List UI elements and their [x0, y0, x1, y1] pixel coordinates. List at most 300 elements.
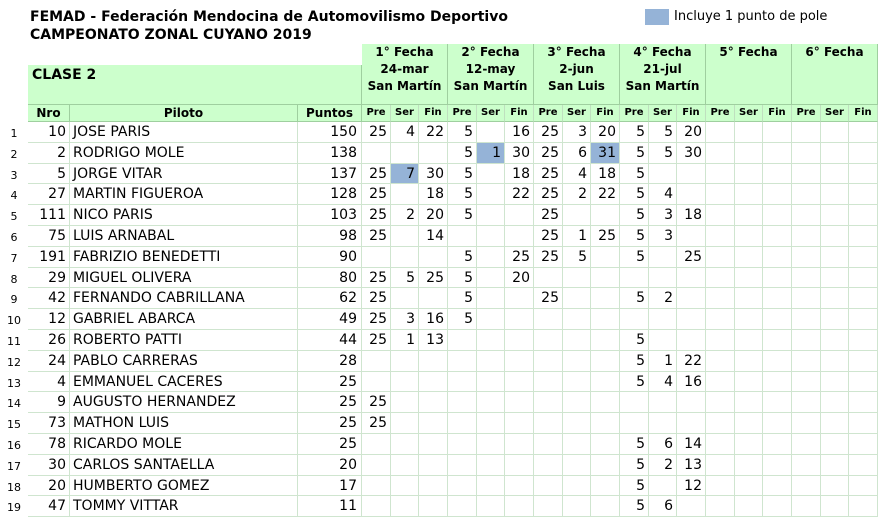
driver-name: CARLOS SANTAELLA [70, 455, 298, 476]
score-cell [763, 496, 792, 517]
score-cell [792, 184, 821, 205]
sub-header-pre: Pre [706, 105, 735, 122]
driver-number: 78 [28, 434, 70, 455]
score-cell [448, 496, 477, 517]
fecha-header [792, 44, 878, 105]
score-cell [591, 496, 620, 517]
score-cell [649, 268, 677, 289]
score-cell [391, 392, 419, 413]
fecha-place [706, 78, 791, 95]
score-cell [792, 351, 821, 372]
driver-number: 29 [28, 268, 70, 289]
score-cell: 5 [448, 184, 477, 205]
score-cell [735, 413, 763, 434]
driver-points: 25 [298, 392, 362, 413]
score-cell [477, 392, 505, 413]
row-index: 5 [10, 210, 18, 224]
score-cell [763, 476, 792, 497]
score-cell [477, 309, 505, 330]
score-cell [391, 455, 419, 476]
score-cell [362, 143, 391, 164]
score-cell [362, 455, 391, 476]
score-cell [792, 455, 821, 476]
row-index: 3 [10, 168, 18, 182]
score-cell: 25 [534, 226, 563, 247]
score-cell [620, 392, 649, 413]
score-cell: 2 [649, 288, 677, 309]
score-cell: 25 [677, 247, 706, 268]
row-index: 14 [7, 397, 21, 411]
score-cell [821, 122, 849, 143]
score-cell: 25 [362, 392, 391, 413]
score-cell [677, 392, 706, 413]
legend-label: Incluye 1 punto de pole [674, 9, 828, 24]
fecha-date: 2-jun [559, 62, 594, 76]
row-index: 15 [7, 418, 21, 432]
col-puntos-header: Puntos [298, 105, 362, 122]
score-cell [477, 122, 505, 143]
score-cell: 12 [677, 476, 706, 497]
score-cell: 13 [419, 330, 448, 351]
sub-header-pre: Pre [792, 105, 821, 122]
sub-header-fin: Fin [505, 105, 534, 122]
score-cell [391, 226, 419, 247]
score-cell [649, 330, 677, 351]
score-cell [763, 434, 792, 455]
score-cell [534, 309, 563, 330]
score-cell [821, 288, 849, 309]
driver-points: 103 [298, 205, 362, 226]
score-cell [505, 288, 534, 309]
score-cell [706, 351, 735, 372]
driver-points: 98 [298, 226, 362, 247]
score-cell: 5 [620, 164, 649, 185]
score-cell [706, 455, 735, 476]
score-cell [849, 392, 878, 413]
sub-header-fin: Fin [849, 105, 878, 122]
score-cell [477, 247, 505, 268]
score-cell: 20 [419, 205, 448, 226]
score-cell: 25 [362, 330, 391, 351]
score-cell [391, 288, 419, 309]
score-cell: 5 [448, 143, 477, 164]
score-cell [448, 330, 477, 351]
score-cell [419, 434, 448, 455]
score-cell [792, 392, 821, 413]
score-cell [563, 351, 591, 372]
score-cell: 20 [505, 268, 534, 289]
driver-points: 25 [298, 372, 362, 393]
score-cell [591, 309, 620, 330]
score-cell: 30 [419, 164, 448, 185]
score-cell [419, 247, 448, 268]
score-cell [706, 413, 735, 434]
driver-points: 20 [298, 455, 362, 476]
sub-header-ser: Ser [821, 105, 849, 122]
score-cell [477, 205, 505, 226]
score-cell [849, 496, 878, 517]
driver-number: 20 [28, 476, 70, 497]
score-cell [706, 434, 735, 455]
score-cell [735, 351, 763, 372]
score-cell [419, 455, 448, 476]
driver-number: 30 [28, 455, 70, 476]
fecha-header [620, 44, 706, 105]
driver-points: 11 [298, 496, 362, 517]
score-cell: 30 [677, 143, 706, 164]
score-cell: 31 [591, 143, 620, 164]
score-cell: 5 [620, 288, 649, 309]
score-cell: 5 [620, 496, 649, 517]
driver-number: 2 [28, 143, 70, 164]
driver-points: 44 [298, 330, 362, 351]
score-cell [763, 226, 792, 247]
page-title: FEMAD - Federación Mendocina de Automovilismo Deportivo [30, 9, 508, 25]
score-cell [419, 392, 448, 413]
score-cell [505, 413, 534, 434]
score-cell [792, 164, 821, 185]
score-cell [735, 164, 763, 185]
score-cell [391, 496, 419, 517]
score-cell [706, 476, 735, 497]
score-cell [763, 309, 792, 330]
score-cell: 25 [362, 226, 391, 247]
driver-points: 137 [298, 164, 362, 185]
driver-number: 42 [28, 288, 70, 309]
score-cell [849, 143, 878, 164]
score-cell [677, 309, 706, 330]
score-cell [563, 496, 591, 517]
score-cell [591, 205, 620, 226]
score-cell [735, 226, 763, 247]
sub-header-fin: Fin [763, 105, 792, 122]
score-cell [706, 247, 735, 268]
score-cell [763, 184, 792, 205]
driver-name: JORGE VITAR [70, 164, 298, 185]
score-cell: 25 [505, 247, 534, 268]
score-cell [821, 205, 849, 226]
score-cell [391, 476, 419, 497]
sub-header-fin: Fin [591, 105, 620, 122]
driver-name: HUMBERTO GOMEZ [70, 476, 298, 497]
score-cell: 22 [419, 122, 448, 143]
driver-name: FABRIZIO BENEDETTI [70, 247, 298, 268]
row-index: 1 [10, 127, 18, 140]
score-cell [821, 330, 849, 351]
score-cell [763, 372, 792, 393]
score-cell [763, 413, 792, 434]
row-index: 2 [10, 147, 18, 161]
score-cell [477, 226, 505, 247]
score-cell: 20 [677, 122, 706, 143]
score-cell: 16 [505, 122, 534, 143]
fecha-name: 3° Fecha [547, 45, 606, 59]
score-cell [477, 476, 505, 497]
score-cell [477, 496, 505, 517]
score-cell [735, 184, 763, 205]
score-cell: 6 [649, 434, 677, 455]
score-cell [477, 184, 505, 205]
score-cell [419, 476, 448, 497]
score-cell [649, 164, 677, 185]
score-cell [505, 226, 534, 247]
score-cell [477, 288, 505, 309]
score-cell [763, 164, 792, 185]
score-cell [591, 455, 620, 476]
score-cell [477, 330, 505, 351]
score-cell [591, 434, 620, 455]
score-cell: 25 [362, 309, 391, 330]
score-cell [563, 476, 591, 497]
score-cell [563, 268, 591, 289]
score-cell: 25 [419, 268, 448, 289]
score-cell [362, 247, 391, 268]
score-cell [505, 496, 534, 517]
score-cell: 25 [362, 413, 391, 434]
score-cell: 5 [620, 455, 649, 476]
score-cell: 3 [391, 309, 419, 330]
score-cell [391, 413, 419, 434]
score-cell [735, 309, 763, 330]
score-cell [505, 476, 534, 497]
fecha-place: San Martín [625, 79, 700, 93]
score-cell [563, 455, 591, 476]
score-cell: 5 [620, 122, 649, 143]
score-cell [735, 288, 763, 309]
sub-header-ser: Ser [563, 105, 591, 122]
score-cell [849, 164, 878, 185]
score-cell [735, 392, 763, 413]
score-cell: 25 [362, 288, 391, 309]
page-subtitle: CAMPEONATO ZONAL CUYANO 2019 [30, 27, 312, 43]
score-cell [849, 205, 878, 226]
score-cell [591, 476, 620, 497]
score-cell: 5 [620, 434, 649, 455]
score-cell [620, 268, 649, 289]
score-cell [591, 247, 620, 268]
score-cell [477, 455, 505, 476]
score-cell [763, 268, 792, 289]
score-cell [792, 372, 821, 393]
score-cell [735, 330, 763, 351]
score-cell [792, 247, 821, 268]
score-cell [763, 330, 792, 351]
score-cell [419, 143, 448, 164]
fecha-place: San Luis [548, 79, 605, 93]
score-cell [677, 226, 706, 247]
fecha-place: San Martín [367, 79, 442, 93]
score-cell [419, 413, 448, 434]
score-cell [706, 143, 735, 164]
score-cell: 1 [563, 226, 591, 247]
score-cell [849, 184, 878, 205]
score-cell: 5 [620, 476, 649, 497]
score-cell [534, 434, 563, 455]
driver-number: 12 [28, 309, 70, 330]
score-cell [735, 122, 763, 143]
fecha-date [706, 61, 791, 78]
score-cell: 16 [677, 372, 706, 393]
score-cell [792, 226, 821, 247]
driver-number: 4 [28, 372, 70, 393]
score-cell [505, 330, 534, 351]
score-cell: 13 [677, 455, 706, 476]
score-cell [534, 330, 563, 351]
score-cell [821, 268, 849, 289]
score-cell [821, 309, 849, 330]
driver-name: RICARDO MOLE [70, 434, 298, 455]
score-cell [419, 288, 448, 309]
score-cell [563, 392, 591, 413]
driver-number: 24 [28, 351, 70, 372]
score-cell [706, 164, 735, 185]
score-cell [792, 330, 821, 351]
score-cell [792, 413, 821, 434]
score-cell [792, 309, 821, 330]
score-cell [706, 205, 735, 226]
score-cell: 7 [391, 164, 419, 185]
score-cell [792, 288, 821, 309]
puntos-header-spacer [298, 65, 362, 105]
score-cell [591, 330, 620, 351]
score-cell [391, 184, 419, 205]
score-cell [591, 392, 620, 413]
score-cell: 25 [534, 184, 563, 205]
score-cell: 22 [505, 184, 534, 205]
driver-name: ROBERTO PATTI [70, 330, 298, 351]
sub-header-pre: Pre [534, 105, 563, 122]
fecha-date: 12-may [465, 62, 516, 76]
score-cell [419, 372, 448, 393]
row-index: 4 [10, 189, 18, 203]
fecha-place [792, 78, 877, 95]
score-cell [563, 330, 591, 351]
score-cell [505, 455, 534, 476]
score-cell: 18 [591, 164, 620, 185]
driver-number: 75 [28, 226, 70, 247]
row-index: 6 [10, 231, 18, 244]
score-cell [735, 434, 763, 455]
score-cell: 5 [620, 351, 649, 372]
score-cell: 5 [620, 184, 649, 205]
row-index: 16 [7, 439, 21, 452]
score-cell [763, 392, 792, 413]
score-cell [563, 413, 591, 434]
score-cell: 25 [534, 205, 563, 226]
sub-header-pre: Pre [448, 105, 477, 122]
score-cell [735, 247, 763, 268]
driver-name: GABRIEL ABARCA [70, 309, 298, 330]
score-cell [505, 392, 534, 413]
score-cell: 5 [649, 122, 677, 143]
score-cell [391, 247, 419, 268]
score-cell [591, 288, 620, 309]
score-cell: 5 [620, 372, 649, 393]
score-cell [477, 434, 505, 455]
driver-name: NICO PARIS [70, 205, 298, 226]
score-cell [391, 351, 419, 372]
driver-name: EMMANUEL CACERES [70, 372, 298, 393]
score-cell: 5 [649, 143, 677, 164]
score-cell: 5 [448, 268, 477, 289]
score-cell [505, 372, 534, 393]
row-index: 12 [7, 355, 21, 369]
row-index: 8 [10, 272, 18, 286]
driver-points: 17 [298, 476, 362, 497]
score-cell [821, 413, 849, 434]
score-cell: 20 [591, 122, 620, 143]
score-cell [706, 226, 735, 247]
sub-header-pre: Pre [362, 105, 391, 122]
fecha-name: 4° Fecha [633, 45, 692, 59]
score-cell [620, 309, 649, 330]
score-cell: 2 [391, 205, 419, 226]
score-cell [821, 372, 849, 393]
score-cell [391, 372, 419, 393]
driver-name: TOMMY VITTAR [70, 496, 298, 517]
driver-points: 128 [298, 184, 362, 205]
score-cell: 14 [677, 434, 706, 455]
score-cell: 25 [534, 143, 563, 164]
driver-points: 62 [298, 288, 362, 309]
driver-number: 27 [28, 184, 70, 205]
score-cell [821, 392, 849, 413]
driver-name: MATHON LUIS [70, 413, 298, 434]
score-cell [477, 413, 505, 434]
score-cell [706, 122, 735, 143]
score-cell [792, 122, 821, 143]
score-cell [448, 372, 477, 393]
driver-name: FERNANDO CABRILLANA [70, 288, 298, 309]
score-cell [477, 351, 505, 372]
score-cell [419, 496, 448, 517]
score-cell: 5 [620, 205, 649, 226]
score-cell [706, 372, 735, 393]
fecha-header [706, 44, 792, 105]
score-cell [677, 413, 706, 434]
driver-number: 73 [28, 413, 70, 434]
score-cell [706, 309, 735, 330]
score-cell [735, 143, 763, 164]
score-cell [362, 372, 391, 393]
score-cell [448, 413, 477, 434]
fecha-date [792, 61, 877, 78]
score-cell [534, 268, 563, 289]
score-cell [821, 247, 849, 268]
score-cell [362, 496, 391, 517]
score-cell: 4 [391, 122, 419, 143]
score-cell [849, 455, 878, 476]
score-cell [763, 247, 792, 268]
score-cell: 5 [620, 330, 649, 351]
score-cell [534, 372, 563, 393]
score-cell [792, 143, 821, 164]
score-cell [591, 351, 620, 372]
score-cell [677, 288, 706, 309]
score-cell [563, 372, 591, 393]
score-cell [849, 476, 878, 497]
score-cell [706, 330, 735, 351]
score-cell [419, 351, 448, 372]
score-cell: 4 [649, 184, 677, 205]
score-cell [792, 268, 821, 289]
score-cell [448, 476, 477, 497]
score-cell: 16 [419, 309, 448, 330]
score-cell [677, 268, 706, 289]
score-cell [763, 143, 792, 164]
score-cell [849, 247, 878, 268]
score-cell [735, 268, 763, 289]
